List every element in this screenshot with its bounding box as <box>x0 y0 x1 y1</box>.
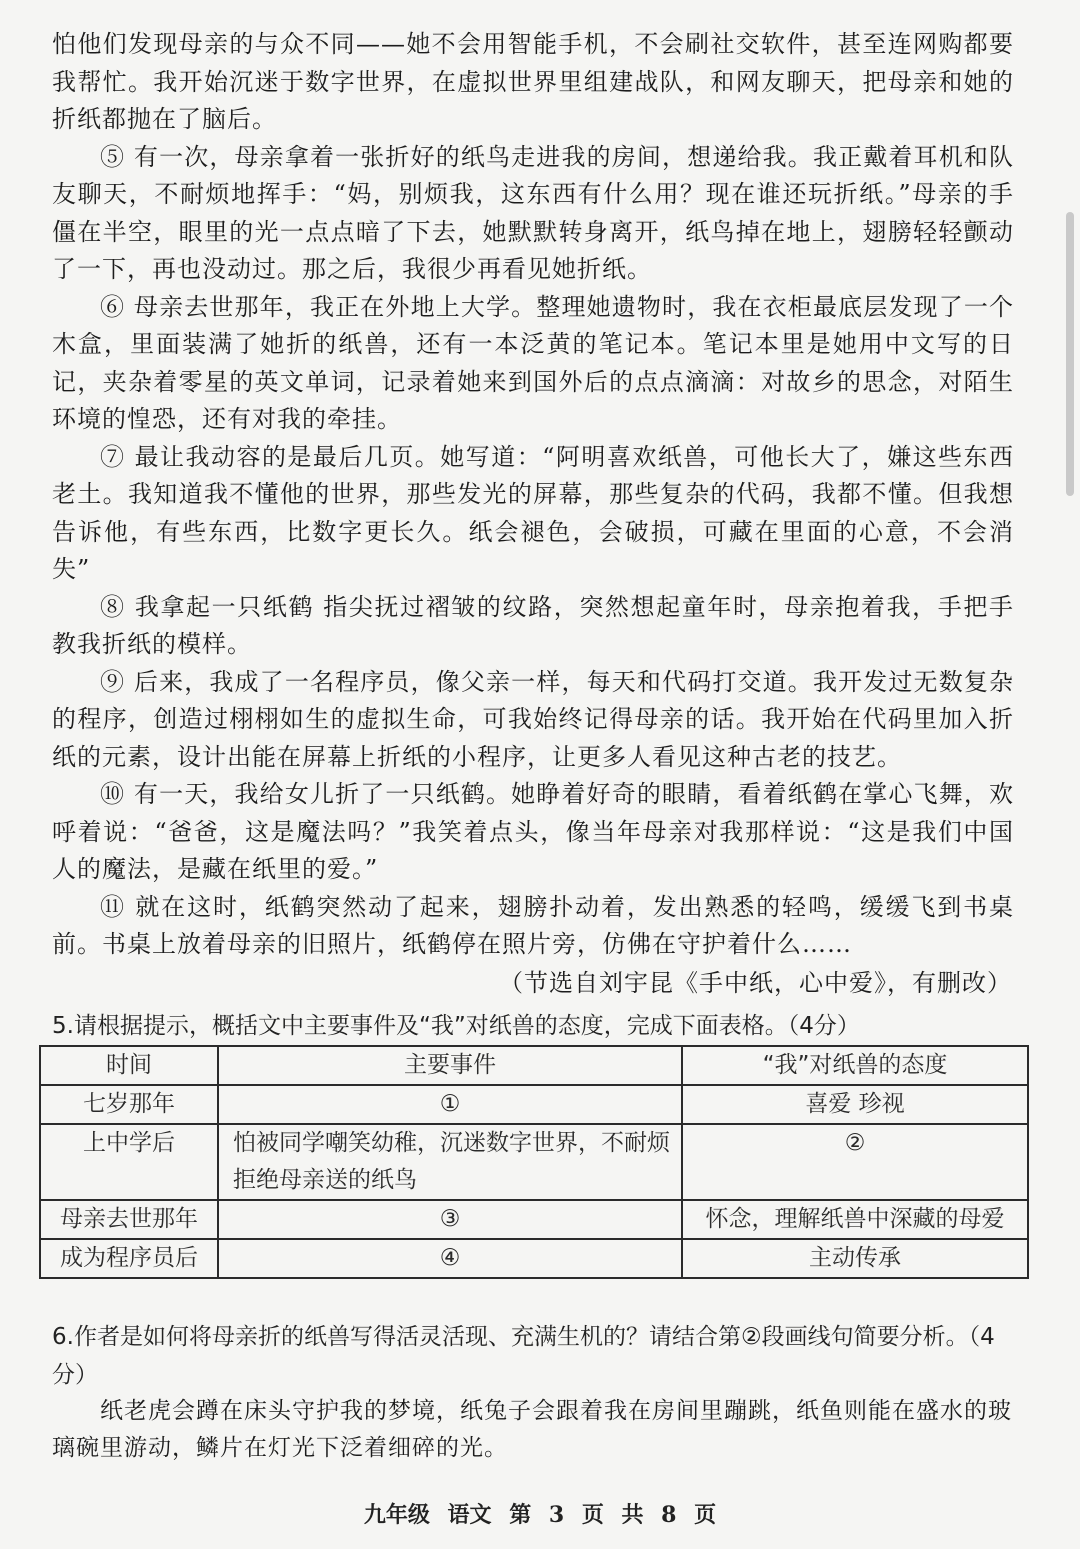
table-cell: 怀念，理解纸兽中深藏的母爱 <box>682 1200 1028 1239</box>
table-cell: ③ <box>218 1200 682 1239</box>
table-row <box>40 1085 1028 1124</box>
table-cell: 怕被同学嘲笑幼稚，沉迷数字世界，不耐烦拒绝母亲送的纸鸟 <box>218 1124 682 1200</box>
question-6-answer <box>52 1393 1014 1467</box>
table-cell: 主动传承 <box>682 1239 1028 1278</box>
table-cell: 七岁那年 <box>40 1085 218 1124</box>
question-5-prompt: 5.请根据提示，概括文中主要事件及“我”对纸兽的态度，完成下面表格。（4分） <box>52 1013 860 1039</box>
table-cell: 成为程序员后 <box>40 1239 218 1278</box>
paragraph-10: ⑩ 有一天，我给女儿折了一只纸鹤。她睁着好奇的眼睛，看着纸鹤在掌心飞舞，欢呼着说：“爸爸，这是魔法吗？”我笑着点头，像当年母亲对我那样说：“这是我们中国人的魔法，是藏在纸里的爱。” <box>52 780 1014 883</box>
table-row <box>40 1200 1028 1239</box>
question-6-answer-text: 纸老虎会蹲在床头守护我的梦境，纸兔子会跟着我在房间里蹦跳，纸鱼则能在盛水的玻璃碗里游动，鳞片在灯光下泛着细碎的光。 <box>52 1398 1012 1461</box>
paragraph-5: ⑤ 有一次，母亲拿着一张折好的纸鸟走进我的房间，想递给我。我正戴着耳机和队友聊天，不耐烦地挥手：“妈，别烦我，这东西有什么用？现在谁还玩折纸。”母亲的手僵在半空，眼里的光一点点暗了下去，她默默转身离开，纸鸟掉在地上，翅膀轻轻颤动了一下，再也没动过。那之后，我很少再看见她折纸。 <box>52 142 1014 283</box>
paragraph-9: ⑨ 后来，我成了一名程序员，像父亲一样，每天和代码打交道。我开发过无数复杂的程序，创造过栩栩如生的虚拟生命，可我始终记得母亲的话。我开始在代码里加入折纸的元素，设计出能在屏幕上折纸的小程序，让更多人看见这种古老的技艺。 <box>52 667 1014 771</box>
paragraph-8: ⑧ 我拿起一只纸鹤 指尖抚过褶皱的纹路，突然想起童年时，母亲抱着我，手把手教我折纸的模样。 <box>52 592 1014 658</box>
table-header-row <box>40 1046 1028 1085</box>
reading-passage <box>52 26 1014 1002</box>
paragraph-6: ⑥ 母亲去世那年，我正在外地上大学。整理她遗物时，我在衣柜最底层发现了一个木盒，里面装满了她折的纸兽，还有一本泛黄的笔记本。笔记本里是她用中文写的日记，夹杂着零星的英文单词，记录着她来到国外后的点点滴滴：对故乡的思念，对陌生环境的惶恐，还有对我的牵挂。 <box>52 292 1014 433</box>
table-cell: 母亲去世那年 <box>40 1200 218 1239</box>
table-row <box>40 1239 1028 1278</box>
table-header-cell: “我”对纸兽的态度 <box>682 1046 1028 1085</box>
paragraph-7: ⑦ 最让我动容的是最后几页。她写道：“阿明喜欢纸兽，可他长大了，嫌这些东西老土。我知道我不懂他的世界，那些发光的屏幕，那些复杂的代码，我都不懂。但我想告诉他，有些东西，比数字更长久。纸会褪色，会破损，可藏在里面的心意，不会消失” <box>52 442 1014 583</box>
table-cell: ② <box>682 1124 1028 1200</box>
table-cell: ④ <box>218 1239 682 1278</box>
question-6-prompt <box>52 1318 1022 1394</box>
question-5-table <box>39 1045 1029 1279</box>
page-footer: 九年级 语文 第 3 页 共 8 页 <box>363 1502 717 1528</box>
source-citation: （节选自刘宇昆《手中纸，心中爱》，有删改） <box>499 968 1012 997</box>
paragraph-4-tail: 怕他们发现母亲的与众不同——她不会用智能手机，不会刷社交软件，甚至连网购都要我帮忙。我开始沉迷于数字世界，在虚拟世界里组建战队，和网友聊天，把母亲和她的折纸都抛在了脑后。 <box>52 30 1014 133</box>
table-header-cell: 主要事件 <box>218 1046 682 1085</box>
table-row <box>40 1124 1028 1200</box>
paragraph-11: ⑪ 就在这时，纸鹤突然动了起来，翅膀扑动着，发出熟悉的轻鸣，缓缓飞到书桌前。书桌上放着母亲的旧照片，纸鹤停在照片旁，仿佛在守护着什么…… <box>52 892 1014 958</box>
table-header-cell: 时间 <box>40 1046 218 1085</box>
table-cell: 上中学后 <box>40 1124 218 1200</box>
question-6-text: 6.作者是如何将母亲折的纸兽写得活灵活现、充满生机的？请结合第②段画线句简要分析。（4分） <box>52 1324 995 1388</box>
table-cell: ① <box>218 1085 682 1124</box>
table-cell: 喜爱 珍视 <box>682 1085 1028 1124</box>
scrollbar-thumb[interactable] <box>1066 212 1074 496</box>
